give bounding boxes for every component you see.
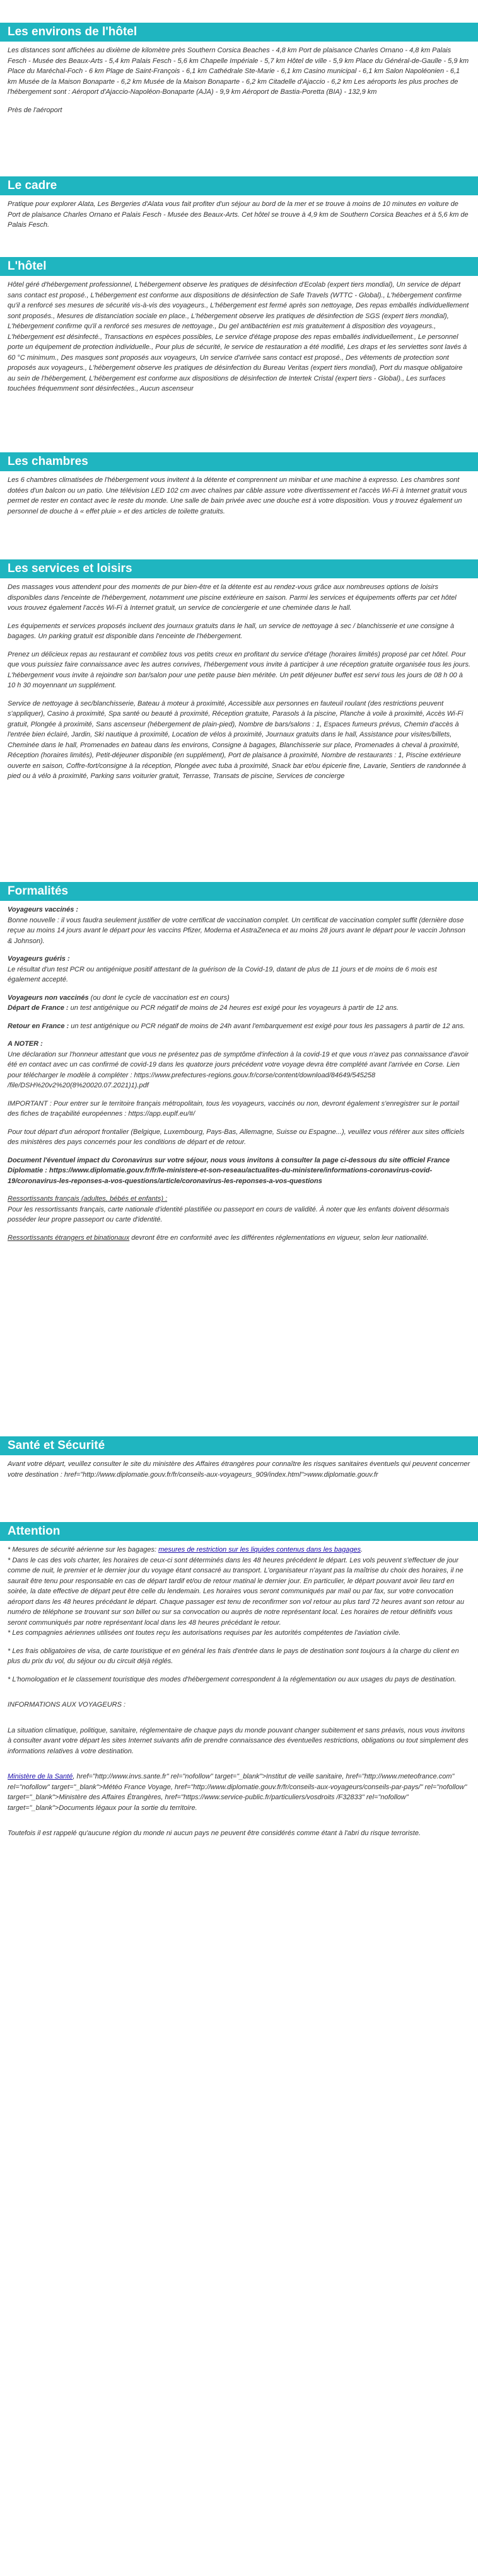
- attention-p4: * Les frais obligatoires de visa, de carte touristique et en général les frais d'entrée dans le pays de destination sont toujours à la charge du client en plus du prix du vol, du séjour ou du circuit déjà réglés.: [8, 1647, 459, 1665]
- attention-p7: La situation climatique, politique, sanitaire, réglementaire de chaque pays du monde pouvant changer subitement et sans préavis, nous vous invitons à consulter avant votre départ les sites Internet suivants afin de prendre connaissance des éventuelles restrictions, obligations ou tout simplement des informations relatives à votre destination.: [8, 1726, 469, 1755]
- retour-body: un test antigénique ou PCR négatif de moins de 24h avant l'embarquement est exigé pour tous les passagers à partir de 12 ans.: [69, 1022, 465, 1030]
- services-p1: Des massages vous attendent pour des moments de pur bien-être et la détente est au rendez-vous grâce aux nombreuses options de loisirs disponibles dans l'enceinte de l'hébergement, notamment une piscine extérieure en saison. Parmi les services et équipements offerts par cet hôtel vous trouvez également l'accès Wi-Fi à Internet gratuit, un service de conciergerie et une cheminée dans le hall.: [8, 583, 457, 612]
- environs-text: Les distances sont affichées au dixième de kilomètre près Southern Corsica Beaches - 4,8 km Port de plaisance Charles Ornano - 4,8 km Palais Fesch - Musée des Beaux-Arts - 5,4 km Palais Fesch - 5,6 km Chapelle Impériale - 5,7 km Hôtel de ville - 5,9 km Place du Général-de-Gaulle - 5,9 km Place du Maréchal-Foch - 6 km Plage de Saint-François - 6,1 km Cathédrale Ste-Marie - 6,1 km Casino municipal - 6,1 km Salon Napoléonien - 6,1 km Musée de la Maison Bonaparte - 6,2 km Musée de la Maison Bonaparte - 6,2 km Citadelle d'Ajaccio - 6,2 km Les aéroports les plus proches de l'hébergement sont : Aéroport d'Ajaccio-Napoléon-Bonaparte (AJA) - 9,9 km Aéroport de Bastia-Poretta (BIA) - 132,9 km: [8, 47, 469, 96]
- section-chambres: [0, 452, 478, 520]
- environs-note: Près de l'aéroport: [8, 106, 62, 114]
- depart-body: un test antigénique ou PCR négatif de moins de 24 heures est exigé pour les voyageurs à partir de 12 ans.: [68, 1004, 399, 1012]
- section-title-attention: Attention: [0, 1522, 478, 1541]
- section-title-sante: Santé et Sécurité: [0, 1436, 478, 1455]
- vacc-body: Bonne nouvelle : il vous faudra seulement justifier de votre certificat de vaccination complet. Un certificat de vaccination complet suffit (dernière dose reçue au moins 14 jours avant le départ pour les vaccins Pfizer, Moderna et AstraZeneca et au moins 28 jours avant le départ pour le vaccin Johnson & Johnson).: [8, 916, 465, 945]
- depart-label: Départ de France :: [8, 1004, 69, 1012]
- anoter-body: Une déclaration sur l'honneur attestant que vous ne présentez pas de symptôme d'infection à la covid-19 et que vous n'avez pas connaissance d'avoir été en contact avec un cas confirmé de covid-19 dans les quatorze jours précédent votre voyage devra être complété avant l'arrivée en Corse. Lien pour télécharger le modèle à compléter : https://www.prefectures-regions.gouv.fr/corse/content/download/84649/545258 /file/DSH%20v2%20(8%20020.07.2021)1).pdf: [8, 1050, 469, 1089]
- pourtout-text: Pour tout départ d'un aéroport frontalier (Belgique, Luxembourg, Pays-Bas, Allemagne, Suisse ou Espagne...), veuillez vous référer aux sites officiels des ministères des pays concernés pour les conditions de départ et de retour.: [8, 1128, 465, 1146]
- sante-text: Avant votre départ, veuillez consulter le site du ministère des Affaires étrangères pour connaître les risques sanitaires éventuels qui peuvent concerner votre destination : href="http://www.diplomatie.gouv.fr/fr/conseils-aux-voyageurs_909/index.html">www.diplomatie.gouv.fr: [8, 1460, 470, 1479]
- ministere-sante-link[interactable]: Ministère de la Santé: [8, 1773, 73, 1780]
- section-title-formalites: Formalités: [0, 882, 478, 901]
- gueris-head: Voyageurs guéris :: [8, 955, 70, 963]
- attention-p2: * Dans le cas des vols charter, les horaires de ceux-ci sont déterminés dans les 48 heures précédent le départ. Les vols peuvent s'effectuer de jour comme de nuit, le premier et le dernier jour du voyage étant consacré au transport. L'organisateur n'ayant pas la maîtrise du choix des horaires, il ne saurait être tenu pour responsable en cas de départ tardif et/ou de retour matinal le dernier jour. En particulier, le départ pouvant avoir lieu tard en soirée, la date effective de départ peut être celle du lendemain. Les horaires vous seront communiqués par mail ou par fax, sur votre convocation aéroport dans les 48 heures précédant le départ. Chaque passager est tenu de reconfirmer son vol retour au plus tard 72 heures avant son retour au numéro de téléphone se trouvant sur son billet ou sur sa convocation ou auprès de notre représentant local. Les horaires de retour définitifs vous seront communiqués par notre représentant local dans les 48 heures précédant le retour.: [8, 1556, 465, 1627]
- attention-p8-post: , href="http://www.invs.sante.fr" rel="nofollow" target="_blank">Institut de veille sanitaire, href="http://www.meteofrance.com" rel="nofollow" target="_blank">Météo France Voyage, href="http://www.diplomatie.gouv.fr/fr/conseils-aux-voyageurs/conseils-par-pays/" rel="nofollow" target="_blank">Ministère des Affaires Étrangères, href="https://www.service-public.fr/particuliers/vosdroits /F32833" rel="nofollow" target="_blank">Documents légaux pour la sortie du territoire.: [8, 1773, 467, 1812]
- gueris-body: Le résultat d'un test PCR ou antigénique positif attestant de la guérison de la Covid-19, datant de plus de 11 jours et de moins de 6 mois est également accepté.: [8, 965, 437, 983]
- section-title-environs: Les environs de l'hôtel: [0, 23, 478, 42]
- services-p4: Service de nettoyage à sec/blanchisserie, Bateau à moteur à proximité, Accessible aux personnes en fauteuil roulant (des restrictions peuvent s'appliquer), Casino à proximité, Spa santé ou beauté à proximité, Réception gratuite, Parasols à la piscine, Planche à voile à proximité, Accès Wi-Fi gratuit, Plongée à proximité, Sans ascenseur (hébergement de plain-pied), Nombre de bars/salons : 1, Espaces fumeurs prévus, Chemin d'accès à l'entrée bien éclairé, Jardin, Ski nautique à proximité, Location de vélos à proximité, Journaux gratuits dans le hall, Assistance pour visites/billets, Cheminée dans le hall, Promenades en bateau dans les environs, Consigne à bagages, Blanchisserie sur place, Promenades à cheval à proximité, Réception (horaires limités), Petit-déjeuner disponible (en supplément), Port de plaisance à proximité, Nombre de restaurants : 1, Piscine extérieure ouverte en saison, Coffre-fort/consigne à la réception, Plongée avec tuba à proximité, Snack bar et/ou épicerie fine, Lavarie, Sentiers de randonnée à pied ou à vélo à proximité, Parking sans voiturier gratuit, Terrasse, Transats de piscine, Services de concierge: [8, 699, 467, 780]
- services-p3: Prenez un délicieux repas au restaurant et combliez tous vos petits creux en profitant du service d'étage (horaires limités) proposé par cet hôtel. Pour que vous puissiez faire connaissance avec les autres convives, l'hébergement vous invite à participer à une réception gratuite organisée tous les jours. L'hébergement vous invite à rejoindre son bar/salon pour une petite pause bien méritée. Un petit déjeuner buffet est servi tous les jours de 08 h 00 à 10 h 30 moyennant un supplément.: [8, 650, 471, 689]
- nonvacc-head: Voyageurs non vaccinés: [8, 993, 89, 1002]
- attention-p1-pre: * Mesures de sécurité aérienne sur les bagages:: [8, 1546, 159, 1554]
- attention-p6: INFORMATIONS AUX VOYAGEURS :: [8, 1701, 126, 1709]
- retour-label: Retour en France :: [8, 1022, 69, 1030]
- important-text: IMPORTANT : Pour entrer sur le territoire français métropolitain, tous les voyageurs, vaccinés ou non, devront également s'enregistrer sur le portail des fiches de traçabilité européennes : https://app.euplf.eu/#/: [8, 1099, 459, 1118]
- cadre-text: Pratique pour explorer Alata, Les Bergeries d'Alata vous fait profiter d'un séjour au bord de la mer et se trouve à moins de 10 minutes en voiture de Port de plaisance Charles Ornano et Palais Fesch - Musée des Beaux-Arts. Cet hôtel se trouve à 4,9 km de Southern Corsica Beaches et à 5,6 km de Palais Fesch.: [8, 200, 469, 229]
- hotel-text: Hôtel géré d'hébergement professionnel, L'hébergement observe les pratiques de désinfection d'Ecolab (expert tiers mondial), Un service de départ sans contact est proposé., L'hébergement est conforme aux dispositions de désinfection de Safe Travels (WTTC - Global)., L'hébergement confirme qu'il a renforcé ses mesures de sécurité vis-à-vis des voyageurs., L'hébergement est fermé après son nettoyage, Des repas emballés individuellement sont proposés., Mesures de distanciation sociale en place., L'hébergement observe les pratiques de désinfection de SGS (expert tiers mondial), L'hébergement confirme qu'il a renforcé ses mesures de nettoyage., Du gel antibactérien est mis gratuitement à disposition des voyageurs., L'hébergement est désinfecté., Transactions en espèces possibles, Le service d'étage propose des repas emballés individuellement., Le personnel porte un équipement de protection individuelle., Pour plus de sécurité, le service de restauration a été modifié, Les draps et les serviettes sont lavés à 60 °C minimum., Des masques sont proposés aux voyageurs, Un service d'arrivée sans contact est proposé., Des vêtements de protection sont proposés aux voyageurs., L'hébergement observe les pratiques de désinfection du Bureau Veritas (expert tiers mondial), Port du masque obligatoire au sein de l'hébergement, L'hébergement est conforme aux dispositions de désinfection de Intertek Cristal (expert tiers - Global)., Les surfaces touchées fréquemment sont désinfectées., Aucun ascenseur: [8, 281, 469, 392]
- diplomatie-doc: Document l'éventuel impact du Coronavirus sur votre séjour, nous vous invitons à consulter la page ci-dessous du site officiel France Diplomatie : https://www.diplomatie.gouv.fr/fr/le-ministere-et-son-reseau/actualites-du-ministere/informations-coronavirus-covid-19/coronavirus-les-reponses-a-vos-questions/article/coronavirus-les-reponses-a-vos-questions: [8, 1156, 450, 1185]
- section-environs: [0, 23, 478, 119]
- section-title-cadre: Le cadre: [0, 176, 478, 195]
- section-title-hotel: L'hôtel: [0, 257, 478, 276]
- vacc-head: Voyageurs vaccinés :: [8, 906, 79, 913]
- ress-et-head: Ressortissants étrangers et binationaux: [8, 1234, 130, 1242]
- section-hotel: [0, 257, 478, 398]
- chambres-text: Les 6 chambres climatisées de l'hébergement vous invitent à la détente et comprennent un minibar et une machine à expresso. Les chambres sont dotées d'un balcon ou un patio. Une télévision LED 102 cm avec chaînes par câble assure votre divertissement et l'accès Wi-Fi à Internet gratuit vous permet de rester en contact avec le reste du monde. Une salle de bain privée avec une douche est à votre disposition. Vous y trouvez également un personnel de douche à « effet pluie » et des articles de toilette gratuits.: [8, 476, 467, 515]
- section-formalites: [0, 882, 478, 1247]
- section-cadre: [0, 176, 478, 234]
- liquids-restriction-link[interactable]: mesures de restriction sur les liquides contenus dans les bagages: [158, 1546, 361, 1554]
- attention-p1-post: .: [361, 1546, 363, 1554]
- section-attention: [0, 1522, 478, 1843]
- section-title-services: Les services et loisirs: [0, 559, 478, 578]
- anoter-label: A NOTER :: [8, 1040, 43, 1048]
- section-title-chambres: Les chambres: [0, 452, 478, 471]
- nonvacc-paren: (ou dont le cycle de vaccination est en cours): [88, 993, 230, 1002]
- ress-fr-head: Ressortissants français (adultes, bébés et enfants) :: [8, 1195, 168, 1203]
- ress-fr-body: Pour les ressortissants français, carte nationale d'identité plastifiée ou passeport en cours de validité. À noter que les enfants doivent désormais posséder leur propre passeport ou carte d'identité.: [8, 1205, 450, 1223]
- services-p2: Les équipements et services proposés incluent des journaux gratuits dans le hall, un service de nettoyage à sec / blanchisserie et une consigne à bagages. Un parking gratuit est disponible dans l'enceinte de l'hébergement.: [8, 622, 455, 640]
- ress-et-body: devront être en conformité avec les différentes réglementations en vigueur, selon leur nationalité.: [129, 1234, 429, 1242]
- section-sante: [0, 1436, 478, 1484]
- attention-p5: * L'homologation et le classement touristique des modes d'hébergement correspondent à la réglementation ou aux usages du pays de destination.: [8, 1675, 457, 1683]
- section-services: [0, 559, 478, 786]
- attention-p3: * Les compagnies aériennes utilisées ont toutes reçu les autorisations requises par les autorités compétentes de l'aviation civile.: [8, 1629, 401, 1637]
- attention-p9: Toutefois il est rappelé qu'aucune région du monde ni aucun pays ne peuvent être considérés comme étant à l'abri du risque terroriste.: [8, 1829, 421, 1837]
